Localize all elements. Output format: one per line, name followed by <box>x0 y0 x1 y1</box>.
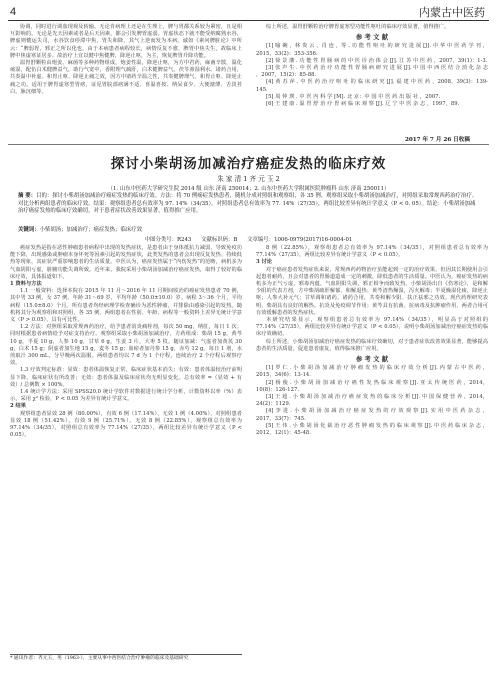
article-affiliation: （1. 山东中医药大学研究生院 2014 级 山东 济南 250014；2. 山东中医药大学附属医院肿瘤科 山东 济南 250011） <box>107 186 390 192</box>
paragraph: 温胃舒颗粒由炮姜、麻菌等多种药物组成，炮姜性温，降逆止呕，为方中君药，麻菌辛散，温化痰湿，配伍白术健脾益气，助行气宽中，香附理气疏肝，白术健脾益气，茯苓渗湿利水。诸药合用，共奏温中补虚、和胃止呕、降逆止痛之效，因方中诸药辛温之性，共奏健脾理气、和胃止呕、降逆止痛之功。适用于脾胃虚寒型胃痞，证见胃脘部痞满不适、喜温喜按、纳呆食少、大便溏薄、舌淡苔白、脉沉细等。 <box>10 60 242 95</box>
paragraph: 1.4 统计学方法：采用 SPSS20.0 统计学软件对数据进行统计学分析，计数资料以率（%）表示，采用 χ² 检验，P < 0.05 为差异有统计学意义。 <box>10 389 242 403</box>
section-heading: 2 结果 <box>10 403 26 410</box>
body-left-column <box>10 245 242 439</box>
paragraph: 综上所述，温胃舒颗粒治疗脾胃虚寒型功能性呕吐的临床疗效显著，值得推广。 <box>266 24 450 30</box>
reference-item: [3] 王 超 . 小 柴 胡 汤 加 减 治 疗 癌 症 发 热 的 临 床 分 析 [J]. 中 国 保 健 营 养 ，2014，24(2)：1129. <box>256 394 488 408</box>
paragraph: 1.2 方法：对照组采取常规西药治疗，给予患者消炎痛栓剂，每次 50 mg，纳肛，每日 1 次；同时根据患者病情给予对症支持治疗。观察组采取小柴胡汤加减治疗，方药组成：柴胡 15 g，黄芩 10 g，半夏 10 g，人参 10 g，甘草 6 g，生姜 3 片，大枣 5 枚。随证加减：气虚者加黄芪 30 g，白术 15 g；阴虚者加生地 15 g，麦冬 15 g；血瘀者加丹参 15 g，赤芍 12 g。每日 1 剂，水煎取汁 300 mL，分早晚两次温服。两组患者均以 7 d 为 1 个疗程，连续治疗 2 个疗程后观察疗效。 <box>10 324 242 367</box>
article-authors: 朱 家 清 1 齐 元 玉 2 <box>217 175 280 183</box>
reference-item: [3] 张 声 生 . 中 医 药 治 疗 功 能 性 胃 肠 病 研 究 进 展 [J]. 中 国 中 西 医 结 合 消 化 杂 志 ，2007，15(2)：85-88. <box>256 65 488 79</box>
journal-title: 内蒙古中医药 <box>419 6 485 19</box>
article-title: 探讨小柴胡汤加减治疗癌症发热的临床疗效 <box>110 156 387 172</box>
reference-item: [5] 王 伟 . 小 柴 胡 汤 化 裁 治 疗 恶 性 肿 瘤 发 热 的 临 床 观 察 [J]. 中 医 药 临 床 杂 志 ，2012，12(1)：45-48. <box>256 422 488 437</box>
prev-article-left-column <box>10 24 242 96</box>
references-heading: 参 考 文 献 <box>355 34 389 42</box>
paragraph: 1.3 疗效判定标准：显效：患者体温恢复正常，临床症状基本消失；有效：患者体温较治疗前明显下降，临床症状有所改善；无效：患者体温及临床症状均无明显变化。总有效率 =（显效 + 有效）/ 总例数 × 100%。 <box>10 367 242 388</box>
reference-item: [1] 喻 碗 ，林 贵 云 ，肖 连 ，等 . 功 能 性 呕 吐 的 研 究 进 展 [J]. 中 华 中 医 药 学 刊 ，2015，33(2)：353-356. <box>256 43 488 57</box>
classification-line <box>0 235 497 243</box>
paragraph: 8 例（22.85%），观察组患者总有效率为 97.14%（34/35），对照组患者总有效率为 77.14%（27/35），两组比较差异有统计学意义（P < 0.05）。 <box>256 245 488 259</box>
keywords-text: 小柴胡汤；加减治疗；癌症发热；临床疗效 <box>39 227 143 233</box>
prev-article-right-column <box>256 24 488 108</box>
abstract <box>18 193 479 216</box>
article-divider <box>8 144 489 145</box>
author-footnote: * 通讯作者：齐元玉，男（1963-），主要从事中西医结合治疗肿瘤的临床及基础研究 <box>10 654 242 662</box>
keywords-label: 关键词： <box>18 227 40 233</box>
reference-item: [6] 王 建 康 . 温 胃 舒 治 疗 胃 病 临 床 观 察 [J]. 辽 宁 中 医 杂 志 ，1997，89. <box>266 101 460 108</box>
paragraph: 癌症发热是指在恶性肿瘤患者病程中出现的发热症状，是患者由于身体抵抗力减弱，导致免疫功能下降，出现感染或肿瘤本身坏死等因素引起的发热症状，此类发热的患者会出现反复发热、持续低热等现象，其症状严重影响患者的生活质量。中医认为，癌症发热属于“内伤发热”的范畴，病机多为气血阴阳亏虚，脏腑功能失调所致。近年来，我院采用小柴胡汤加减治疗癌症发热，取得了较好的临床疗效，具体报道如下。 <box>10 245 242 280</box>
reference-item: [4] 黄 苏 萍 . 中 医 药 治 疗 呕 吐 的 临 床 研 究 [J]. 福 建 中 医 药 ，2008，39(3)：139-145. <box>256 79 488 93</box>
section-heading: 1 资料与方法 <box>10 281 42 288</box>
reference-item: [5] 周 仲 瑛 . 中 医 内 科 学 [M]. 北 京：中 国 中 医 药 出 版 社 ，2007. <box>266 93 441 100</box>
body-right-column <box>256 245 488 437</box>
reference-item: [2] 杨 俊 . 小 柴 胡 汤 加 减 治 疗 癌 性 发 热 临 床 观 察 [J]. 亚 太 传 统 医 药 ，2014，10(8)：126-127. <box>256 379 488 393</box>
paragraph: 观察组患者显效 28 例（80.00%），有效 6 例（17.14%），无效 1 例（4.00%），对照组患者显效 18 例（51.42%），有效 9 例（25.71%），无效 8 例（22.85%），观察组总有效率为 97.14%（34/35），对照组总有效率为 77.14%（27/35），两组比较差异有统计学意义（P < 0.05）。 <box>10 410 242 439</box>
doc-code: 文献标识码：B <box>201 237 238 243</box>
paragraph: 综上所述，小柴胡汤加减治疗癌症发热的临床疗效确切，对于患者症状改善效果显著，能够提高患者的生活质量，促进患者康复，值得临床推广应用。 <box>256 338 488 352</box>
page-number: 4 <box>10 6 17 18</box>
received-date: 2017 年 7 月 26 日收稿 <box>405 137 470 143</box>
header-rule <box>8 20 489 21</box>
paragraph: 协调，同时进行调血现观及转输。无论肯病理上还是在生理上，脾与胃都关系较为紧密，且是相互影响的。无论是先天因素或者是后天因素，都会引发脾胃虚弱。胃虚状态下就不能受纳腐熟水谷，脾虚则健运失司，水谷饮食停滞中焦，胃失和降，其气上逆而发为本病。诚如《素问脾脏论》中所云：“脾弱胃，邪正之所以化也，由于本病患者病程较长，病情反复不愈，脾胃中焦失生，故临床上脾中焦虚寒证居多。故治疗上宜以健中焦健脾，降逆止呕，为主，恢复脾胃升降功能。 <box>10 24 242 59</box>
paragraph: 1.1 一般资料：选择本院在 2015 年 11 月～2016 年 11 月期间收治的癌症发热患者 70 例，其中男 33 例，女 37 例，年龄 31～69 岁，平均年龄（50.0±10.0）岁。病程 3～36 个月，平均病程（15.0±8.0）个月。所有患者均经病理学检查确诊为恶性肿瘤，并排除由感染引起的发热。随机将其分为观察组和对照组，各 35 例，两组患者在性别、年龄、病程等一般资料上差异无统计学意义（P > 0.05），具有可比性。 <box>10 288 242 324</box>
reference-item: [4] 李 进 . 小 柴 胡 汤 加 减 治 疗 癌 症 发 热 的 疗 效 观 察 [J]. 实 用 中 医 药 杂 志 ，2017，33(7)：745. <box>256 408 488 422</box>
reference-item: [1] 罗 仁 . 小 柴 胡 汤 加 减 治 疗 肿 瘤 发 热 的 临 床 疗 效 分 析 [J]. 内 蒙 古 中 医 药 ，2015，34(6)：13-14. <box>256 365 488 379</box>
references-heading: 参 考 文 献 <box>355 356 389 364</box>
section-heading: 3 讨论 <box>256 259 272 266</box>
keywords <box>18 225 479 233</box>
class-code: 中图分类号：R243 <box>144 237 192 243</box>
reference-item: [2] 徐 景 藩 . 功 能 性 胃 肠 病 的 中 医 诊 治 体 会 [J]. 江 苏 中 医 药 ，2007，39(1)：1-3. <box>266 57 488 64</box>
paragraph: 对于癌症患者发热症状来说，常规西药药物治疗虽能起到一定的治疗效果，但因其长期使用会引起患者耐药，且会对患者的胃肠道造成一定的刺激，降低患者的生活质量。中医认为，癌症发热的病机多为正气亏虚，邪毒内蕴，气血阴阳失调，邪正相争而致发热。小柴胡汤出自《伤寒论》，是和解少阳的代表方剂，方中柴胡疏肝解郁，和解退热；黄芩清热燥湿，泻火解毒；半夏燥湿化痰，降逆止呕；人参大补元气；甘草调和诸药。诸药合用，共奏和解少阳、扶正祛邪之功效。现代药理研究表明，柴胡具有良好的解热、抗炎及免疫调节作用；黄芩具有抗菌、抗病毒及抗肿瘤作用，两者合用可有效缓解患者的发热症状。 <box>256 266 488 316</box>
abstract-text: 目的：探讨小柴胡汤加减治疗癌症发热的临床疗效。方法：将 70 例癌症发热患者，随机分成对照组和观察组，各 35 例。观察组采取小柴胡汤加减治疗，对照组采取常规西药治疗治疗。对比分析两组患者的临床疗效。结果：观察组患者总有效率为 97. 14%（34/35），对照组患者总有效率为 77. 14%（27/35），两组比较差异有统计学意义（P < 0. 05）。结论：小柴胡汤加减治疗癌症发热的临床疗效确切，对于患者症状改善效果显著，值得推广应用。 <box>18 193 478 215</box>
paragraph: 本研究结果显示，观察组患者总有效率为 97.14%（34/35），明显高于对照组的 77.14%（27/35），两组比较差异有统计学意义（P < 0.05），说明小柴胡汤加减治疗癌症发热的临床疗效确切。 <box>256 317 488 338</box>
abstract-label: 摘 要： <box>18 193 37 199</box>
article-number: 文章编号：1006-0979(2017)16-0004-01 <box>247 237 353 243</box>
